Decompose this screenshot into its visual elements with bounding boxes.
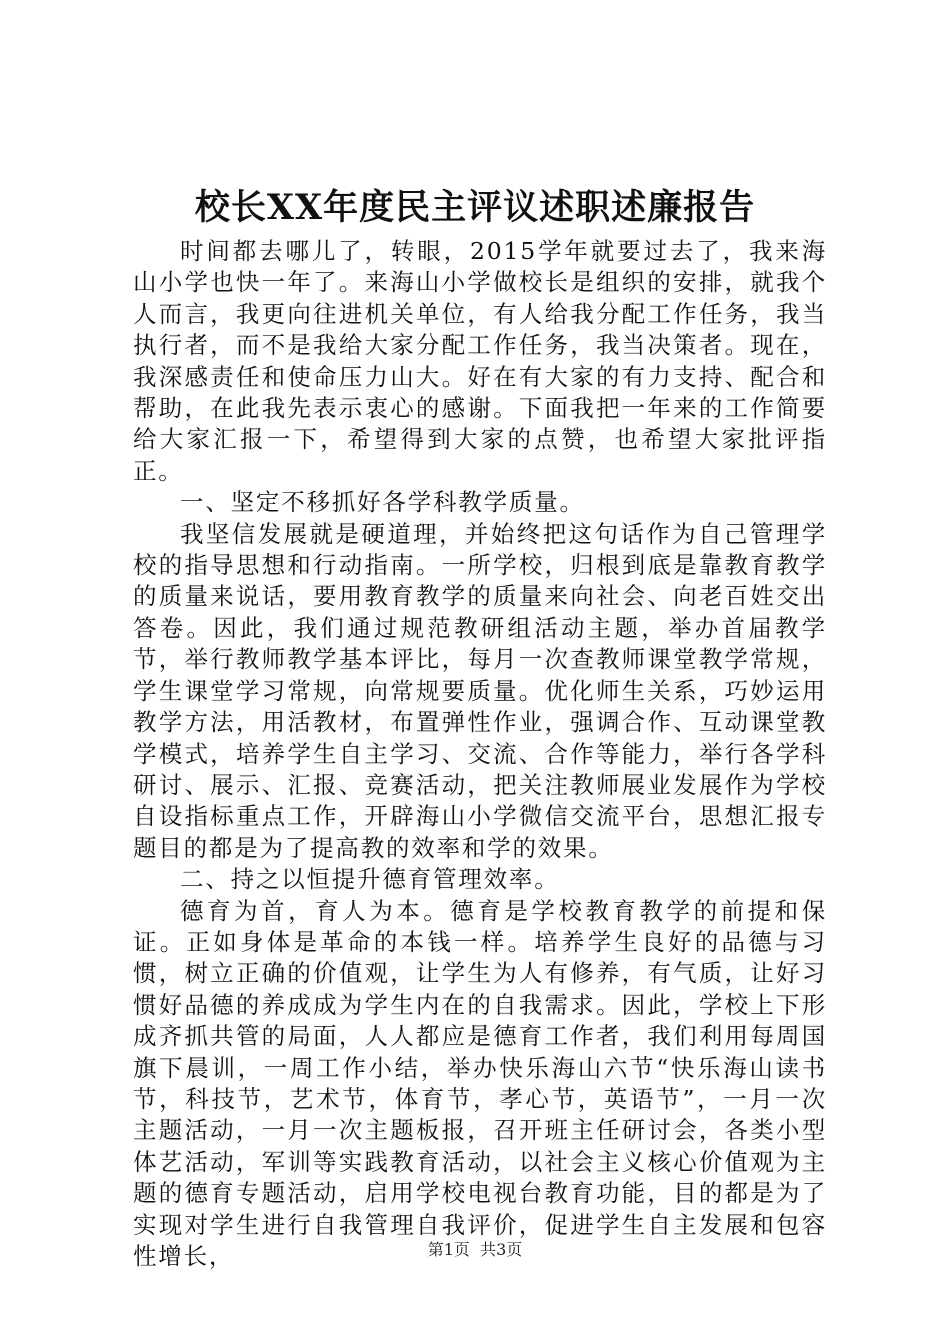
page-number: 第1页 bbox=[427, 1240, 470, 1259]
paragraph-intro: 时间都去哪儿了，转眼，2015学年就要过去了，我来海山小学也快一年了。来海山小学做校长是组织的安排，就我个人而言，我更向往进机关单位，有人给我分配工作任务，我当执行者，而不是我给大家分配工作任务，我当决策者。现在，我深感责任和使命压力山大。好在有大家的有力支持、配合和帮助，在此我先表示衷心的感谢。下面我把一年来的工作简要给大家汇报一下，希望得到大家的点赞，也希望大家批评指正。 bbox=[133, 237, 827, 485]
page-total: 共3页 bbox=[480, 1240, 523, 1259]
page-footer bbox=[0, 1239, 950, 1261]
paragraph-teaching-quality: 我坚信发展就是硬道理，并始终把这句话作为自己管理学校的指导思想和行动指南。一所学校，归根到底是靠教育教学的质量来说话，要用教育教学的质量来向社会、向老百姓交出答卷。因此，我们通过规范教研组活动主题，举办首届教学节，举行教师教学基本评比，每月一次查教师课堂教学常规，学生课堂学习常规，向常规要质量。优化师生关系，巧妙运用教学方法，用活教材，布置弹性作业，强调合作、互动课堂教学模式，培养学生自主学习、交流、合作等能力，举行各学科研讨、展示、汇报、竞赛活动，把关注教师展业发展作为学校自设指标重点工作，开辟海山小学微信交流平台，思想汇报专题目的都是为了提高教的效率和学的效果。 bbox=[133, 519, 827, 862]
section-heading-moral-education: 二、持之以恒提升德育管理效率。 bbox=[180, 865, 560, 894]
section-heading-teaching-quality: 一、坚定不移抓好各学科教学质量。 bbox=[180, 488, 585, 517]
document-body bbox=[133, 236, 827, 1272]
paragraph-moral-education: 德育为首，育人为本。德育是学校教育教学的前提和保证。正如身体是革命的本钱一样。培养学生良好的品德与习惯，树立正确的价值观，让学生为人有修养，有气质，让好习惯好品德的养成成为学生内在的自我需求。因此，学校上下形成齐抓共管的局面，人人都应是德育工作者，我们利用每周国旗下晨训，一周工作小结，举办快乐海山六节“快乐海山读书节，科技节，艺术节，体育节，孝心节，英语节”，一月一次主题活动，一月一次主题板报，召开班主任研讨会，各类小型体艺活动，军训等实践教育活动，以社会主义核心价值观为主题的德育专题活动，启用学校电视台教育功能，目的都是为了实现对学生进行自我管理自我评价，促进学生自主发展和包容性增长， bbox=[133, 896, 827, 1270]
document-title: 校长XX年度民主评议述职述廉报告 bbox=[194, 187, 756, 228]
